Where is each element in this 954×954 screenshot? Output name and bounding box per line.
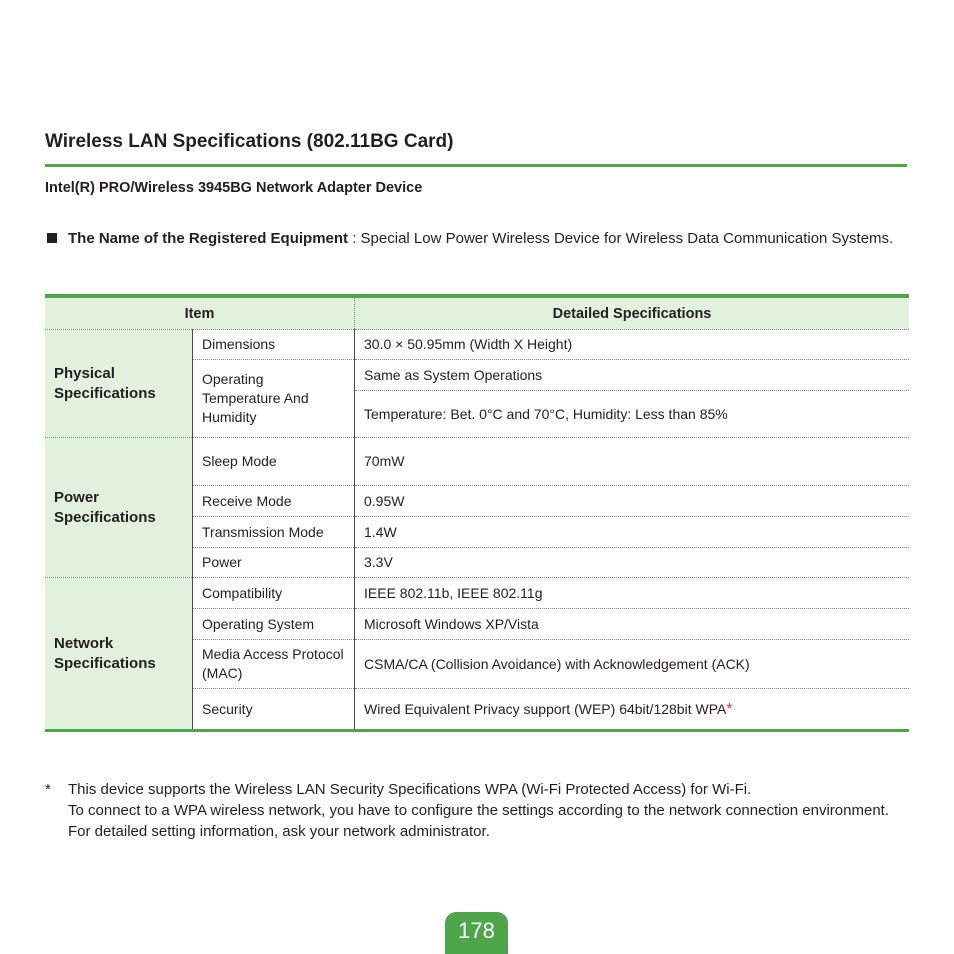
item-transmission-mode: Transmission Mode xyxy=(193,517,355,548)
item-power: Power xyxy=(193,548,355,578)
category-power: Power Specifications xyxy=(45,438,193,578)
page-number-tab xyxy=(445,912,508,954)
value-transmission-mode: 1.4W xyxy=(355,517,910,548)
title-divider xyxy=(45,164,907,167)
value-security: Wired Equivalent Privacy support (WEP) 64bit/128bit WPA* xyxy=(355,689,910,731)
value-compatibility: IEEE 802.11b, IEEE 802.11g xyxy=(355,578,910,609)
registered-equipment-note xyxy=(45,228,907,249)
page-title: Wireless LAN Specifications (802.11BG Card) xyxy=(45,131,454,152)
device-subtitle: Intel(R) PRO/Wireless 3945BG Network Adapter Device xyxy=(45,180,423,196)
value-operating-temperature-1: Same as System Operations xyxy=(355,360,910,391)
header-detail: Detailed Specifications xyxy=(355,296,910,330)
header-item: Item xyxy=(45,296,355,330)
bullet-text xyxy=(45,228,907,249)
footnote-mark: * xyxy=(45,781,51,798)
table-row xyxy=(45,330,909,360)
category-physical: Physical Specifications xyxy=(45,330,193,438)
value-operating-temperature-2: Temperature: Bet. 0°C and 70°C, Humidity: Less than 85% xyxy=(355,391,910,438)
bullet-label: The Name of the Registered Equipment xyxy=(68,230,349,247)
item-operating-system: Operating System xyxy=(193,609,355,640)
square-bullet-icon xyxy=(47,233,57,243)
footnote-line-2: To connect to a WPA wireless network, you have to configure the settings according to the network connection environment. For detailed setting information, ask your network administrator. xyxy=(68,802,890,840)
footnote xyxy=(45,779,907,842)
page-number: 178 xyxy=(458,918,495,943)
value-operating-system: Microsoft Windows XP/Vista xyxy=(355,609,910,640)
specifications-table xyxy=(45,294,909,732)
value-sleep-mode: 70mW xyxy=(355,438,910,486)
item-dimensions: Dimensions xyxy=(193,330,355,360)
footnote-line-1: This device supports the Wireless LAN Security Specifications WPA (Wi-Fi Protected Access) for Wi-Fi. xyxy=(68,781,752,798)
value-receive-mode: 0.95W xyxy=(355,486,910,517)
table-row xyxy=(45,578,909,609)
item-receive-mode: Receive Mode xyxy=(193,486,355,517)
table-row xyxy=(45,438,909,486)
value-dimensions: 30.0 × 50.95mm (Width X Height) xyxy=(355,330,910,360)
category-network: Network Specifications xyxy=(45,578,193,731)
footnote-asterisk-icon: * xyxy=(726,700,733,718)
footnote-text xyxy=(45,779,907,842)
item-compatibility: Compatibility xyxy=(193,578,355,609)
table-header-row xyxy=(45,296,909,330)
value-media-access-protocol: CSMA/CA (Collision Avoidance) with Acknowledgement (ACK) xyxy=(355,640,910,689)
item-media-access-protocol: Media Access Protocol (MAC) xyxy=(193,640,355,689)
item-sleep-mode: Sleep Mode xyxy=(193,438,355,486)
item-security: Security xyxy=(193,689,355,731)
value-power: 3.3V xyxy=(355,548,910,578)
bullet-description: : Special Low Power Wireless Device for Wireless Data Communication Systems. xyxy=(348,230,894,247)
item-operating-temperature: Operating Temperature And Humidity xyxy=(193,360,355,438)
